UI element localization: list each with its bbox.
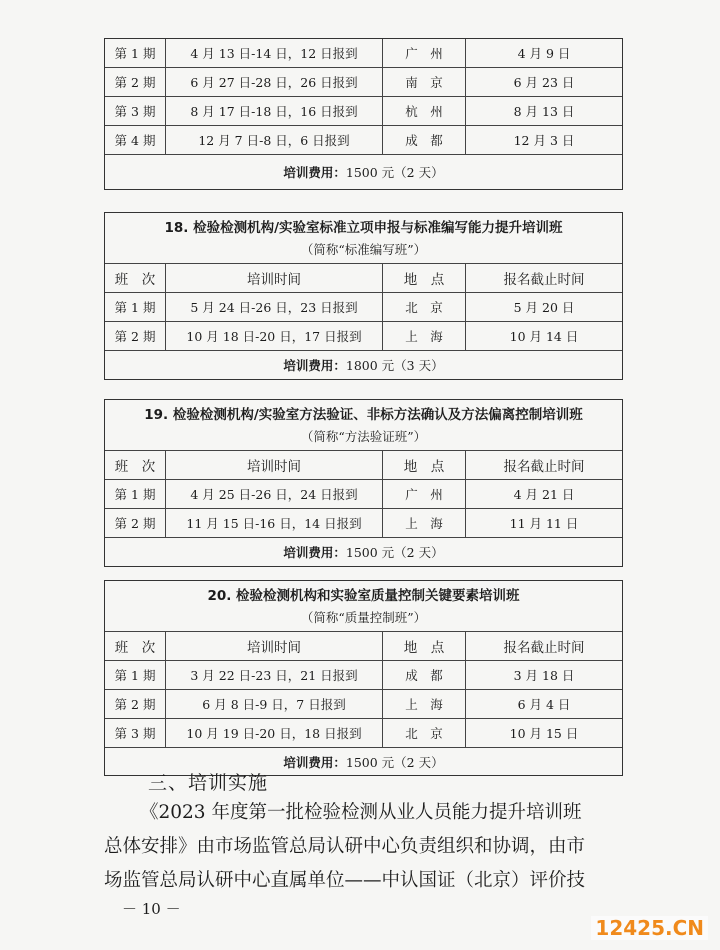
body-paragraph [104,796,624,898]
header-time: 培训时间 [165,632,382,660]
period-cell: 第 4 期 [114,133,156,148]
table-row [105,39,622,67]
table-row [105,508,622,537]
header-period: 班 次 [114,640,156,656]
course-table-18 [104,212,623,380]
deadline-cell: 6 月 23 日 [465,68,622,96]
deadline-cell: 8 月 13 日 [465,97,622,125]
period-cell: 第 1 期 [114,487,156,502]
site-watermark: 12425.CN [591,916,708,940]
time-cell: 4 月 25 日-26 日，24 日报到 [165,480,382,508]
place-cell: 北 京 [382,293,465,321]
fee-label: 培训费用： [283,545,346,560]
period-cell: 第 2 期 [114,697,156,712]
header-deadline: 报名截止时间 [465,451,622,479]
fee-label: 培训费用： [283,358,346,373]
table-header-row [105,450,622,479]
course-table-continued [104,38,623,190]
place-cell: 上 海 [382,509,465,537]
time-cell: 5 月 24 日-26 日，23 日报到 [165,293,382,321]
header-deadline: 报名截止时间 [465,632,622,660]
deadline-cell: 11 月 11 日 [465,509,622,537]
paragraph-line: 场监管总局认研中心直属单位——中认国证（北京）评价技 [104,870,586,891]
deadline-cell: 6 月 4 日 [465,690,622,718]
course-abbreviation: （简称“标准编写班”） [300,242,427,257]
time-cell: 10 月 18 日-20 日，17 日报到 [165,322,382,350]
fee-value: 1500 元（2 天） [345,754,444,770]
fee-label: 培训费用： [283,165,346,180]
place-cell: 杭 州 [382,97,465,125]
table-header-row [105,263,622,292]
period-cell: 第 3 期 [114,104,156,119]
time-cell: 3 月 22 日-23 日，21 日报到 [165,661,382,689]
period-cell: 第 2 期 [114,329,156,344]
deadline-cell: 12 月 3 日 [465,126,622,154]
section-heading: 三、培训实施 [148,772,269,794]
time-cell: 11 月 15 日-16 日，14 日报到 [165,509,382,537]
header-place: 地 点 [382,264,465,292]
header-time: 培训时间 [165,264,382,292]
period-cell: 第 1 期 [114,46,156,61]
header-deadline: 报名截止时间 [465,264,622,292]
header-period: 班 次 [114,459,156,475]
deadline-cell: 10 月 14 日 [465,322,622,350]
time-cell: 12 月 7 日-8 日，6 日报到 [165,126,382,154]
deadline-cell: 4 月 21 日 [465,480,622,508]
time-cell: 4 月 13 日-14 日，12 日报到 [165,39,382,67]
place-cell: 成 都 [382,126,465,154]
table-row [105,660,622,689]
header-place: 地 点 [382,632,465,660]
page-number: － 10 － [122,900,181,918]
table-row [105,689,622,718]
table-row [105,321,622,350]
deadline-cell: 3 月 18 日 [465,661,622,689]
place-cell: 广 州 [382,480,465,508]
table-header-row [105,631,622,660]
fee-row [105,154,622,189]
period-cell: 第 3 期 [114,726,156,741]
table-row [105,292,622,321]
place-cell: 北 京 [382,719,465,747]
deadline-cell: 5 月 20 日 [465,293,622,321]
table-row [105,67,622,96]
fee-value: 1500 元（2 天） [345,545,444,560]
course-title: 20. 检验检测机构和实验室质量控制关键要素培训班 [207,588,520,604]
time-cell: 10 月 19 日-20 日，18 日报到 [165,719,382,747]
course-abbreviation: （简称“质量控制班”） [300,610,427,625]
period-cell: 第 2 期 [114,75,156,90]
course-table-19 [104,399,623,567]
period-cell: 第 1 期 [114,668,156,683]
table-row [105,125,622,154]
deadline-cell: 10 月 15 日 [465,719,622,747]
course-abbreviation: （简称“方法验证班”） [300,429,427,444]
place-cell: 上 海 [382,690,465,718]
paragraph-line: 《2023 年度第一批检验检测从业人员能力提升培训班 [140,802,582,823]
paragraph-line: 总体安排》由市场监管总局认研中心负责组织和协调，由市 [104,836,586,857]
deadline-cell: 4 月 9 日 [465,39,622,67]
place-cell: 成 都 [382,661,465,689]
fee-row [105,537,622,566]
header-time: 培训时间 [165,451,382,479]
period-cell: 第 1 期 [114,300,156,315]
time-cell: 8 月 17 日-18 日，16 日报到 [165,97,382,125]
place-cell: 上 海 [382,322,465,350]
header-place: 地 点 [382,451,465,479]
table-row [105,96,622,125]
time-cell: 6 月 8 日-9 日，7 日报到 [165,690,382,718]
fee-label: 培训费用： [283,754,346,770]
period-cell: 第 2 期 [114,516,156,531]
place-cell: 广 州 [382,39,465,67]
course-title: 19. 检验检测机构/实验室方法验证、非标方法确认及方法偏离控制培训班 [144,407,583,423]
fee-value: 1800 元（3 天） [345,358,444,373]
table-row [105,479,622,508]
table-row [105,718,622,747]
place-cell: 南 京 [382,68,465,96]
course-table-20 [104,580,623,776]
time-cell: 6 月 27 日-28 日，26 日报到 [165,68,382,96]
header-period: 班 次 [114,272,156,288]
fee-value: 1500 元（2 天） [345,165,444,180]
course-title: 18. 检验检测机构/实验室标准立项申报与标准编写能力提升培训班 [164,220,563,236]
fee-row [105,350,622,379]
